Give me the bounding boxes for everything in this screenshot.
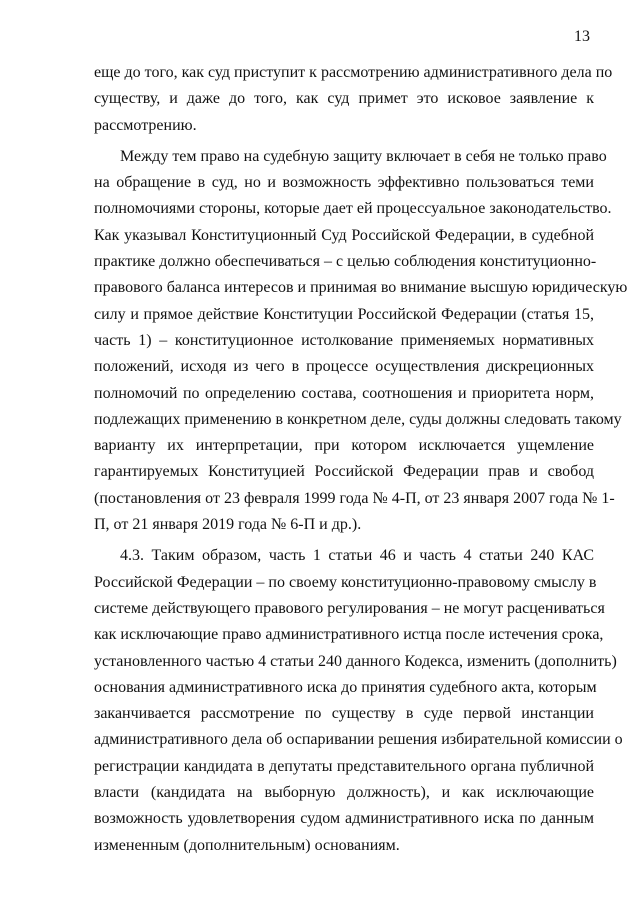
text-line: существу, и даже до того, как суд примет это исковое заявление к — [94, 90, 594, 108]
text-line: Как указывал Конституционный Суд Российской Федерации, в судебной — [94, 226, 594, 244]
paragraph-3 — [94, 543, 623, 859]
text-line: установленного частью 4 статьи 240 данного Кодекса, изменить (дополнить) — [94, 652, 617, 670]
text-line: П, от 21 января 2019 года № 6-П и др.). — [94, 516, 362, 534]
text-line: Российской Федерации – по своему конституционно-правовому смыслу в — [94, 573, 597, 591]
text-line: подлежащих применению в конкретном деле, суды должны следовать такому — [94, 410, 622, 428]
text-line: 4.3. Таким образом, часть 1 статьи 46 и часть 4 статьи 240 КАС — [120, 547, 594, 565]
text-line: практике должно обеспечиваться – с целью соблюдения конституционно- — [94, 253, 597, 271]
text-line: правового баланса интересов и принимая во внимание высшую юридическую — [94, 279, 628, 297]
text-line: полномочиями стороны, которые дает ей процессуальное законодательство. — [94, 200, 612, 218]
text-line: заканчивается рассмотрение по существу в суде первой инстанции — [94, 705, 594, 723]
text-line: часть 1) – конституционное истолкование применяемых нормативных — [94, 331, 594, 349]
text-line: Между тем право на судебную защиту включает в себя не только право — [120, 147, 607, 165]
text-line: варианту их интерпретации, при котором исключается ущемление — [94, 437, 594, 455]
text-line: еще до того, как суд приступит к рассмотрению административного дела по — [94, 64, 613, 81]
paragraph-2 — [94, 144, 628, 538]
text-line: возможность удовлетворения судом административного иска по данным — [94, 810, 594, 828]
text-line: рассмотрению. — [94, 116, 197, 134]
text-line: (постановления от 23 февраля 1999 года № 4-П, от 23 января 2007 года № 1- — [94, 489, 615, 507]
text-line: силу и прямое действие Конституции Российской Федерации (статья 15, — [94, 305, 594, 323]
text-line: измененным (дополнительным) основаниям. — [94, 836, 400, 854]
text-line: гарантируемых Конституцией Российской Федерации прав и свобод — [94, 463, 594, 481]
text-line: регистрации кандидата в депутаты представительного органа публичной — [94, 757, 594, 775]
text-line: как исключающие право административного истца после истечения срока, — [94, 626, 604, 644]
text-line: основания административного иска до принятия судебного акта, которым — [94, 678, 597, 696]
text-line: власти (кандидата на выборную должность), и как исключающие — [94, 784, 594, 802]
paragraph-1 — [94, 60, 613, 139]
text-line: на обращение в суд, но и возможность эффективно пользоваться теми — [94, 174, 594, 192]
text-line: системе действующего правового регулирования – не могут расцениваться — [94, 599, 605, 617]
text-line: положений, исходя из чего в процессе осуществления дискреционных — [94, 358, 594, 376]
text-line: полномочий по определению состава, соотношения и приоритета норм, — [94, 384, 594, 402]
page-number: 13 — [574, 28, 590, 45]
text-line: административного дела об оспаривании решения избирательной комиссии о — [94, 731, 623, 749]
body-text — [94, 60, 628, 859]
